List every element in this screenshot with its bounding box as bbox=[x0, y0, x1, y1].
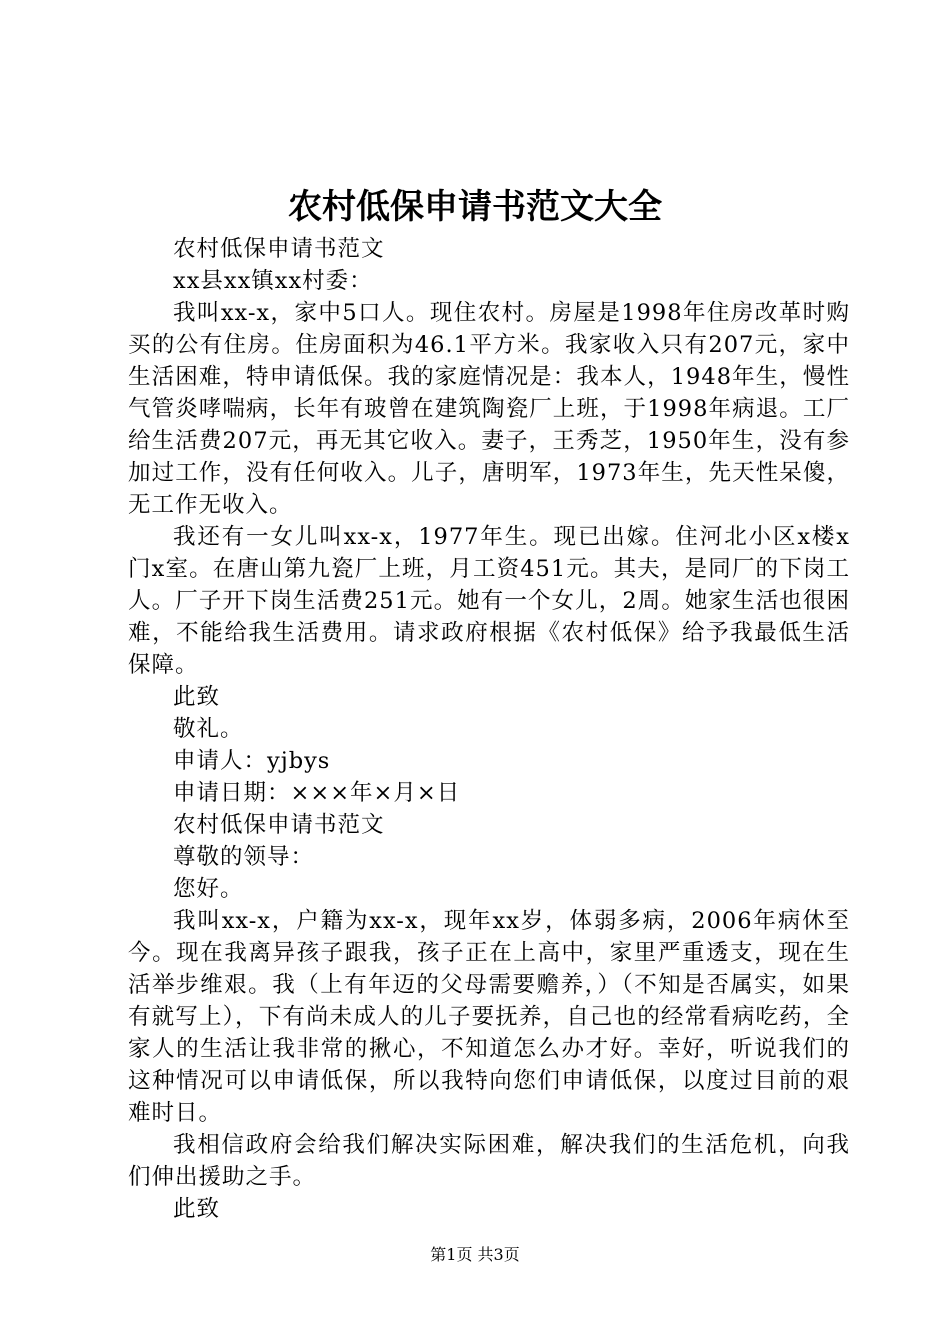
paragraph-body-4: 我相信政府会给我们解决实际困难，解决我们的生活危机，向我们伸出援助之手。 bbox=[128, 1132, 850, 1190]
paragraph-greeting: 您好。 bbox=[173, 876, 244, 902]
paragraph-closing-2: 敬礼。 bbox=[173, 716, 244, 742]
paragraph-heading-2: 农村低保申请书范文 bbox=[173, 812, 385, 838]
paragraph-body-3: 我叫xx-x，户籍为xx-x，现年xx岁，体弱多病，2006年病休至今。现在我离异孩子跟我，孩子正在上高中，家里严重透支，现在生活举步维艰。我（上有年迈的父母需要赡养，）（不知是否属实，如果有就写上），下有尚未成人的儿子要抚养，自己也的经常看病吃药，全家人的生活让我非常的揪心，不知道怎么办才好。幸好，听说我们的这种情况可以申请低保，所以我特向您们申请低保，以度过目前的艰难时日。 bbox=[128, 908, 850, 1126]
paragraph-applicant: 申请人：yjbys bbox=[173, 748, 331, 774]
document-body bbox=[128, 233, 850, 1225]
paragraph-date: 申请日期：×××年×月×日 bbox=[173, 780, 461, 806]
paragraph-body-1: 我叫xx-x，家中5口人。现住农村。房屋是1998年住房改革时购买的公有住房。住房面积为46.1平方米。我家收入只有207元，家中生活困难，特申请低保。我的家庭情况是：我本人，1948年生，慢性气管炎哮喘病，长年有玻曾在建筑陶瓷厂上班，于1998年病退。工厂给生活费207元，再无其它收入。妻子，王秀芝，1950年生，没有参加过工作，没有任何收入。儿子，唐明军，1973年生，先天性呆傻，无工作无收入。 bbox=[128, 300, 850, 518]
page-number: 第1页 共3页 bbox=[430, 1245, 520, 1264]
paragraph-salutation-1: xx县xx镇xx村委： bbox=[173, 268, 373, 294]
paragraph-heading-1: 农村低保申请书范文 bbox=[173, 236, 385, 262]
paragraph-salutation-2: 尊敬的领导： bbox=[173, 844, 315, 870]
paragraph-closing-3: 此致 bbox=[173, 1196, 221, 1222]
paragraph-body-2: 我还有一女儿叫xx-x，1977年生。现已出嫁。住河北小区x楼x门x室。在唐山第九瓷厂上班，月工资451元。其夫，是同厂的下岗工人。厂子开下岗生活费251元。她有一个女儿，2周。她家生活也很困难，不能给我生活费用。请求政府根据《农村低保》给予我最低生活保障。 bbox=[128, 524, 850, 678]
paragraph-closing-1: 此致 bbox=[173, 684, 221, 710]
page-title: 农村低保申请书范文大全 bbox=[288, 187, 662, 227]
